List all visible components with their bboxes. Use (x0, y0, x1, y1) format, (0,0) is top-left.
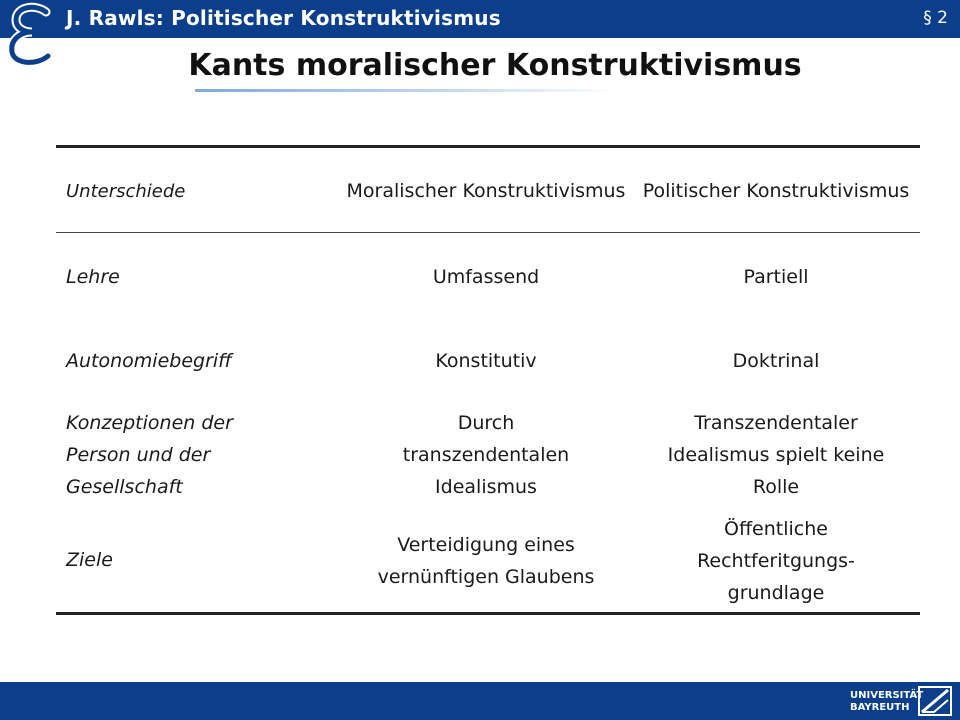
university-line-2: BAYREUTH (850, 702, 910, 713)
row-label: Ziele (66, 549, 113, 572)
row-label: Autonomiebegriff (66, 350, 232, 373)
university-line-1: UNIVERSITÄT (850, 690, 924, 701)
header-cell-moral: Moralischer Konstruktivismus (346, 180, 626, 203)
university-name (850, 690, 923, 714)
row-value-moral: Konstitutiv (435, 350, 537, 373)
row-value-political: Partiell (743, 266, 809, 289)
table-rule-bottom (56, 612, 920, 615)
university-logo-icon (918, 686, 952, 716)
title-underline (195, 89, 615, 92)
table-rule-middle (56, 232, 920, 233)
row-value-political: Transzendentaler Idealismus spielt keine Rolle (667, 411, 885, 499)
row-value-moral: Durch transzendentalen Idealismus (402, 411, 570, 499)
row-value-moral: Verteidigung eines vernünftigen Glaubens (377, 533, 595, 588)
row-value-moral: Umfassend (432, 266, 540, 289)
page-title: Kants moralischer Konstruktivismus (188, 48, 802, 83)
row-value-political: Öffentliche Rechtferitgungs-grundlage (697, 517, 855, 605)
header-title: J. Rawls: Politischer Konstruktivismus (66, 6, 501, 30)
row-label: Lehre (66, 266, 120, 289)
header-cell-criteria: Unterschiede (66, 181, 186, 203)
header-cell-political: Politischer Konstruktivismus (642, 180, 910, 203)
row-value-political: Doktrinal (732, 350, 820, 373)
footer-bar (0, 682, 960, 720)
section-number: § 2 (923, 8, 948, 28)
table-rule-top (56, 145, 920, 148)
row-label: Konzeptionen der Person und der Gesellschaft (66, 411, 233, 499)
